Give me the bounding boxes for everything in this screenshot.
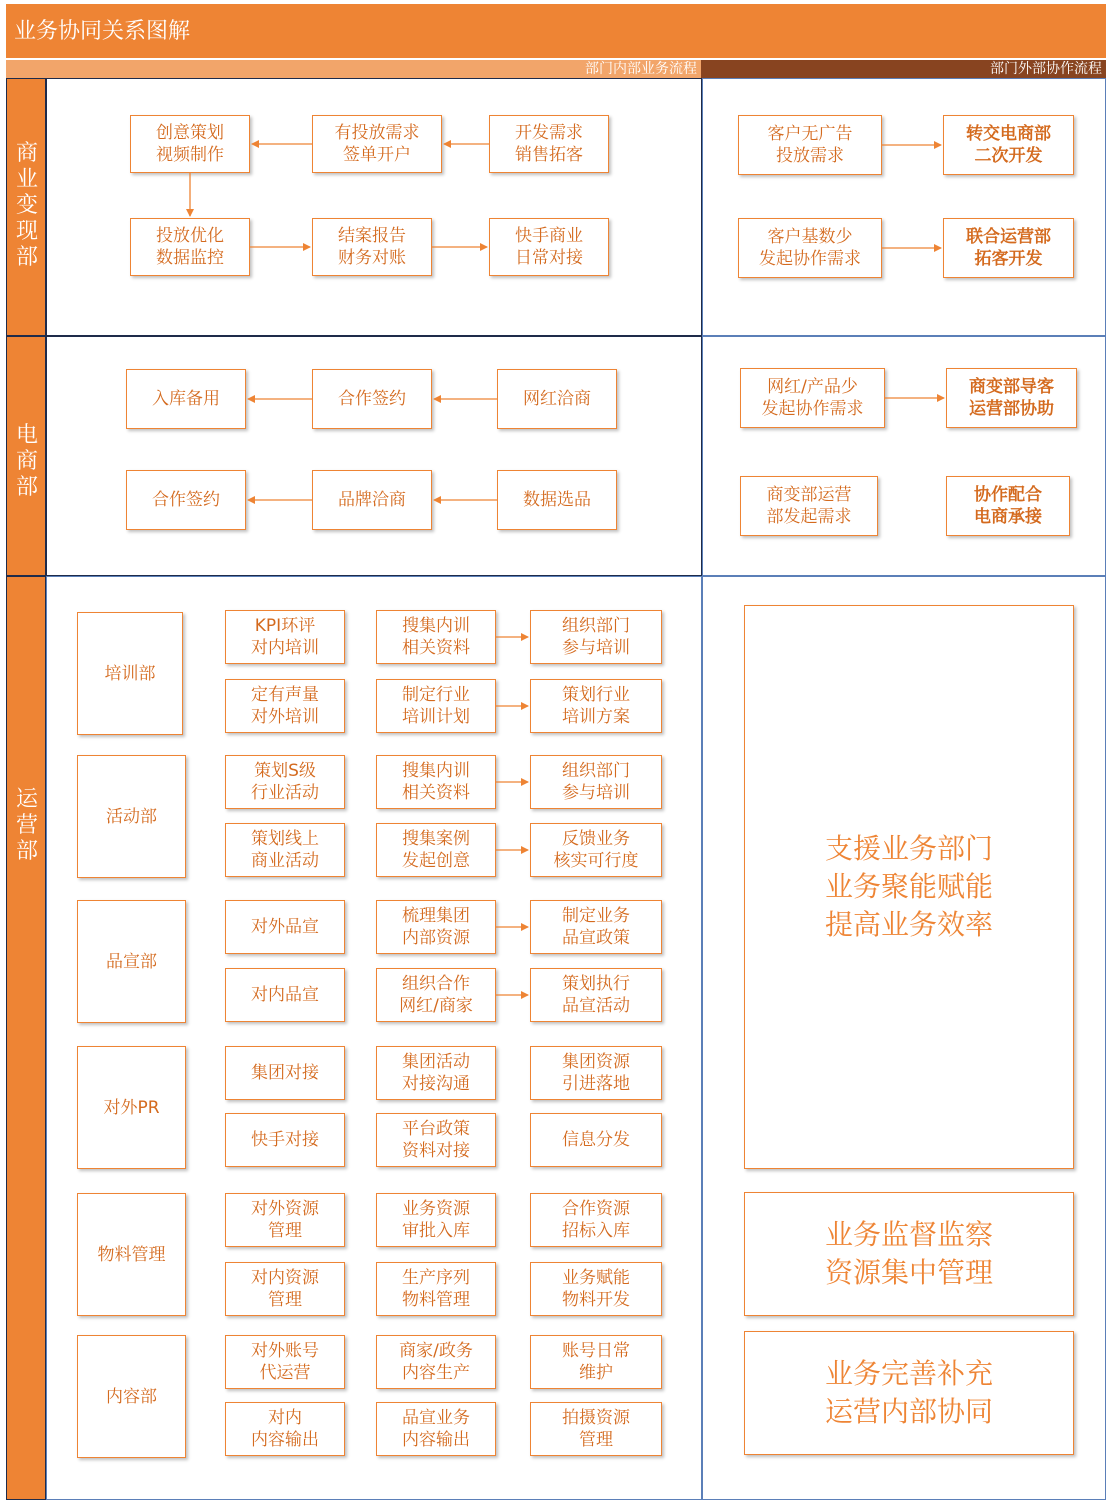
- ops-training-r2c1: 定有声量 对外培训: [225, 679, 345, 733]
- ecommerce-ext-guide: 商变部导客 运营部协助: [946, 368, 1077, 428]
- subheader-external-label: 部门外部协作流程: [990, 61, 1102, 77]
- ops-pr-r2c2: 平台政策 资料对接: [376, 1113, 496, 1167]
- ops-pr-r2c1: 快手对接: [225, 1113, 345, 1167]
- ops-materials-r1c1: 对外资源 管理: [225, 1193, 345, 1247]
- ops-branding-r2c1: 对内品宣: [225, 968, 345, 1022]
- ecommerce-box-influencer: 网红洽商: [497, 369, 617, 429]
- ecommerce-box-storage: 入库备用: [126, 369, 246, 429]
- ops-materials-r1c2: 业务资源 审批入库: [376, 1193, 496, 1247]
- ops-group-training: 培训部: [77, 612, 183, 735]
- ops-branding-r1c2: 梳理集团 内部资源: [376, 900, 496, 954]
- ops-summary-complement: 业务完善补充 运营内部协同: [744, 1331, 1074, 1455]
- ecommerce-ext-few-influencers: 网红/产品少 发起协作需求: [740, 368, 885, 428]
- commercial-ext-few-clients: 客户基数少 发起协作需求: [738, 218, 882, 278]
- ecommerce-box-data-select: 数据选品: [497, 470, 617, 530]
- ops-group-content: 内容部: [77, 1335, 186, 1458]
- ops-content-r2c3: 拍摄资源 管理: [530, 1402, 662, 1456]
- row-label-ecommerce-text: 电 商 部: [15, 423, 38, 500]
- page-title: 业务协同关系图解: [14, 19, 191, 44]
- ops-branding-r1c1: 对外品宣: [225, 900, 345, 954]
- ops-summary-support: 支援业务部门 业务聚能赋能 提高业务效率: [744, 605, 1074, 1169]
- ops-pr-r1c3: 集团资源 引进落地: [530, 1046, 662, 1100]
- row-label-commercial-text: 商 业 变 现 部: [15, 141, 38, 270]
- ecommerce-ext-request: 商变部运营 部发起需求: [740, 476, 878, 536]
- ops-content-r1c1: 对外账号 代运营: [225, 1335, 345, 1389]
- ecommerce-box-contract-2: 合作签约: [126, 470, 246, 530]
- ops-branding-r2c3: 策划执行 品宣活动: [530, 968, 662, 1022]
- ops-group-materials: 物料管理: [77, 1193, 186, 1316]
- subheader-internal-label: 部门内部业务流程: [585, 61, 697, 77]
- commercial-box-optimize: 投放优化 数据监控: [130, 218, 250, 276]
- ops-events-r1c2: 搜集内训 相关资料: [376, 755, 496, 809]
- commercial-ext-transfer: 转交电商部 二次开发: [943, 115, 1074, 175]
- commercial-box-sales: 开发需求 销售拓客: [489, 115, 609, 173]
- ecommerce-box-brand: 品牌洽商: [312, 470, 432, 530]
- ops-pr-r1c1: 集团对接: [225, 1046, 345, 1100]
- commercial-box-kuaishou: 快手商业 日常对接: [489, 218, 609, 276]
- ops-pr-r2c3: 信息分发: [530, 1113, 662, 1167]
- ecommerce-ext-cooperate: 协作配合 电商承接: [946, 476, 1070, 536]
- commercial-box-report: 结案报告 财务对账: [312, 218, 432, 276]
- ops-training-r2c3: 策划行业 培训方案: [530, 679, 662, 733]
- ops-summary-supervision: 业务监督监察 资源集中管理: [744, 1192, 1074, 1316]
- ops-training-r2c2: 制定行业 培训计划: [376, 679, 496, 733]
- ops-content-r1c3: 账号日常 维护: [530, 1335, 662, 1389]
- ops-materials-r2c2: 生产序列 物料管理: [376, 1262, 496, 1316]
- ops-branding-r1c3: 制定业务 品宣政策: [530, 900, 662, 954]
- ops-group-events: 活动部: [77, 755, 186, 878]
- commercial-box-creative: 创意策划 视频制作: [130, 115, 250, 173]
- ops-events-r2c1: 策划线上 商业活动: [225, 823, 345, 877]
- ops-content-r1c2: 商家/政务 内容生产: [376, 1335, 496, 1389]
- ops-training-r1c2: 搜集内训 相关资料: [376, 610, 496, 664]
- ops-events-r2c2: 搜集案例 发起创意: [376, 823, 496, 877]
- row-label-operations-text: 运 营 部: [15, 787, 38, 864]
- ops-events-r1c3: 组织部门 参与培训: [530, 755, 662, 809]
- ops-materials-r2c1: 对内资源 管理: [225, 1262, 345, 1316]
- commercial-ext-joint: 联合运营部 拓客开发: [943, 218, 1074, 278]
- ecommerce-box-contract-1: 合作签约: [312, 369, 432, 429]
- ops-materials-r2c3: 业务赋能 物料开发: [530, 1262, 662, 1316]
- ops-events-r2c3: 反馈业务 核实可行度: [530, 823, 662, 877]
- commercial-ext-no-ad: 客户无广告 投放需求: [738, 115, 882, 175]
- commercial-box-signing: 有投放需求 签单开户: [312, 115, 442, 173]
- ops-pr-r1c2: 集团活动 对接沟通: [376, 1046, 496, 1100]
- ops-content-r2c1: 对内 内容输出: [225, 1402, 345, 1456]
- ops-training-r1c3: 组织部门 参与培训: [530, 610, 662, 664]
- ops-group-branding: 品宣部: [77, 900, 186, 1023]
- ops-branding-r2c2: 组织合作 网红/商家: [376, 968, 496, 1022]
- ops-training-r1c1: KPI环评 对内培训: [225, 610, 345, 664]
- ops-events-r1c1: 策划S级 行业活动: [225, 755, 345, 809]
- ops-materials-r1c3: 合作资源 招标入库: [530, 1193, 662, 1247]
- ops-group-pr: 对外PR: [77, 1046, 186, 1169]
- ops-content-r2c2: 品宣业务 内容输出: [376, 1402, 496, 1456]
